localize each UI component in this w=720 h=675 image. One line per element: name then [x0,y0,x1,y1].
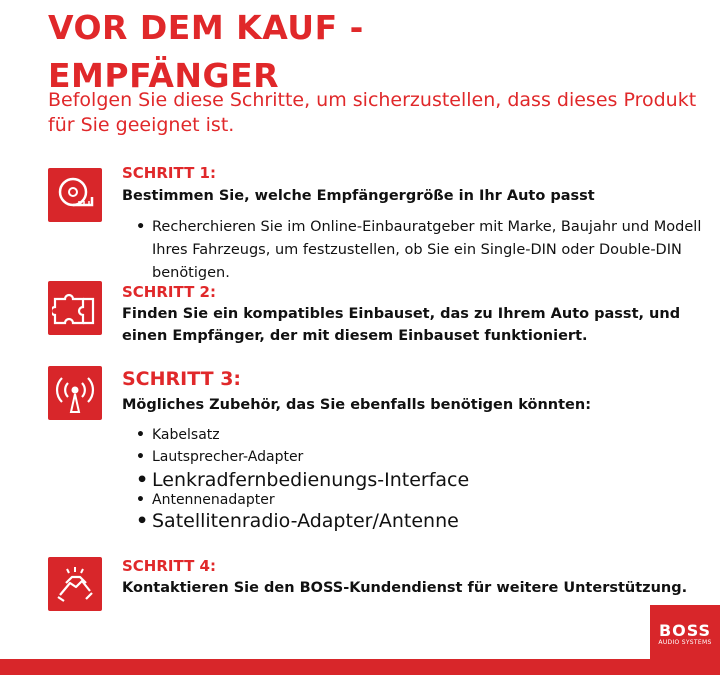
handshake-icon [48,557,102,611]
title-line-1: VOR DEM KAUF - [48,8,364,47]
step-2-label: SCHRITT 2: [122,283,216,301]
step-3-bullet-4: • Antennenadapter [136,490,275,510]
logo-subtext: AUDIO SYSTEMS [658,639,712,646]
puzzle-icon [48,281,102,335]
title-line-2: EMPFÄNGER [48,56,280,95]
step-1-bullet: • Recherchieren Sie im Online-Einbauratgeber mit Marke, Baujahr und Modell Ihres Fahrzeugs, um festzustellen, ob Sie ein Single-DIN oder Double-DIN benötigen. [136,216,716,285]
page-title [48,4,364,100]
step-3-bullet-5: • Satellitenradio-Adapter/Antenne [136,508,459,534]
step-3-bullet-3: • Lenkradfernbedienungs-Interface [136,467,469,493]
subtitle: Befolgen Sie diese Schritte, um sicherzustellen, dass dieses Produkt für Sie geeignet ist. [48,89,697,136]
step-4-text: Kontaktieren Sie den BOSS-Kundendienst für weitere Unterstützung. [122,580,688,596]
bottom-accent-bar [0,659,720,675]
step-3-text: Mögliches Zubehör, das Sie ebenfalls benötigen könnten: [122,397,592,413]
step-4-label: SCHRITT 4: [122,557,216,575]
step-1-label: SCHRITT 1: [122,164,216,182]
antenna-icon [48,366,102,420]
step-3-bullet-2: • Lautsprecher-Adapter [136,447,303,467]
step-1-text: Bestimmen Sie, welche Empfängergröße in Ihr Auto passt [122,188,595,204]
step-3-label: SCHRITT 3: [122,368,242,390]
measuring-tape-icon [48,168,102,222]
step-2-text: Finden Sie ein kompatibles Einbauset, das zu Ihrem Auto passt, und einen Empfänger, der mit diesem Einbauset funktioniert. [122,306,681,344]
logo-brand: BOSS [658,621,712,640]
boss-logo [650,605,720,675]
step-3-bullet-1: • Kabelsatz [136,425,220,445]
